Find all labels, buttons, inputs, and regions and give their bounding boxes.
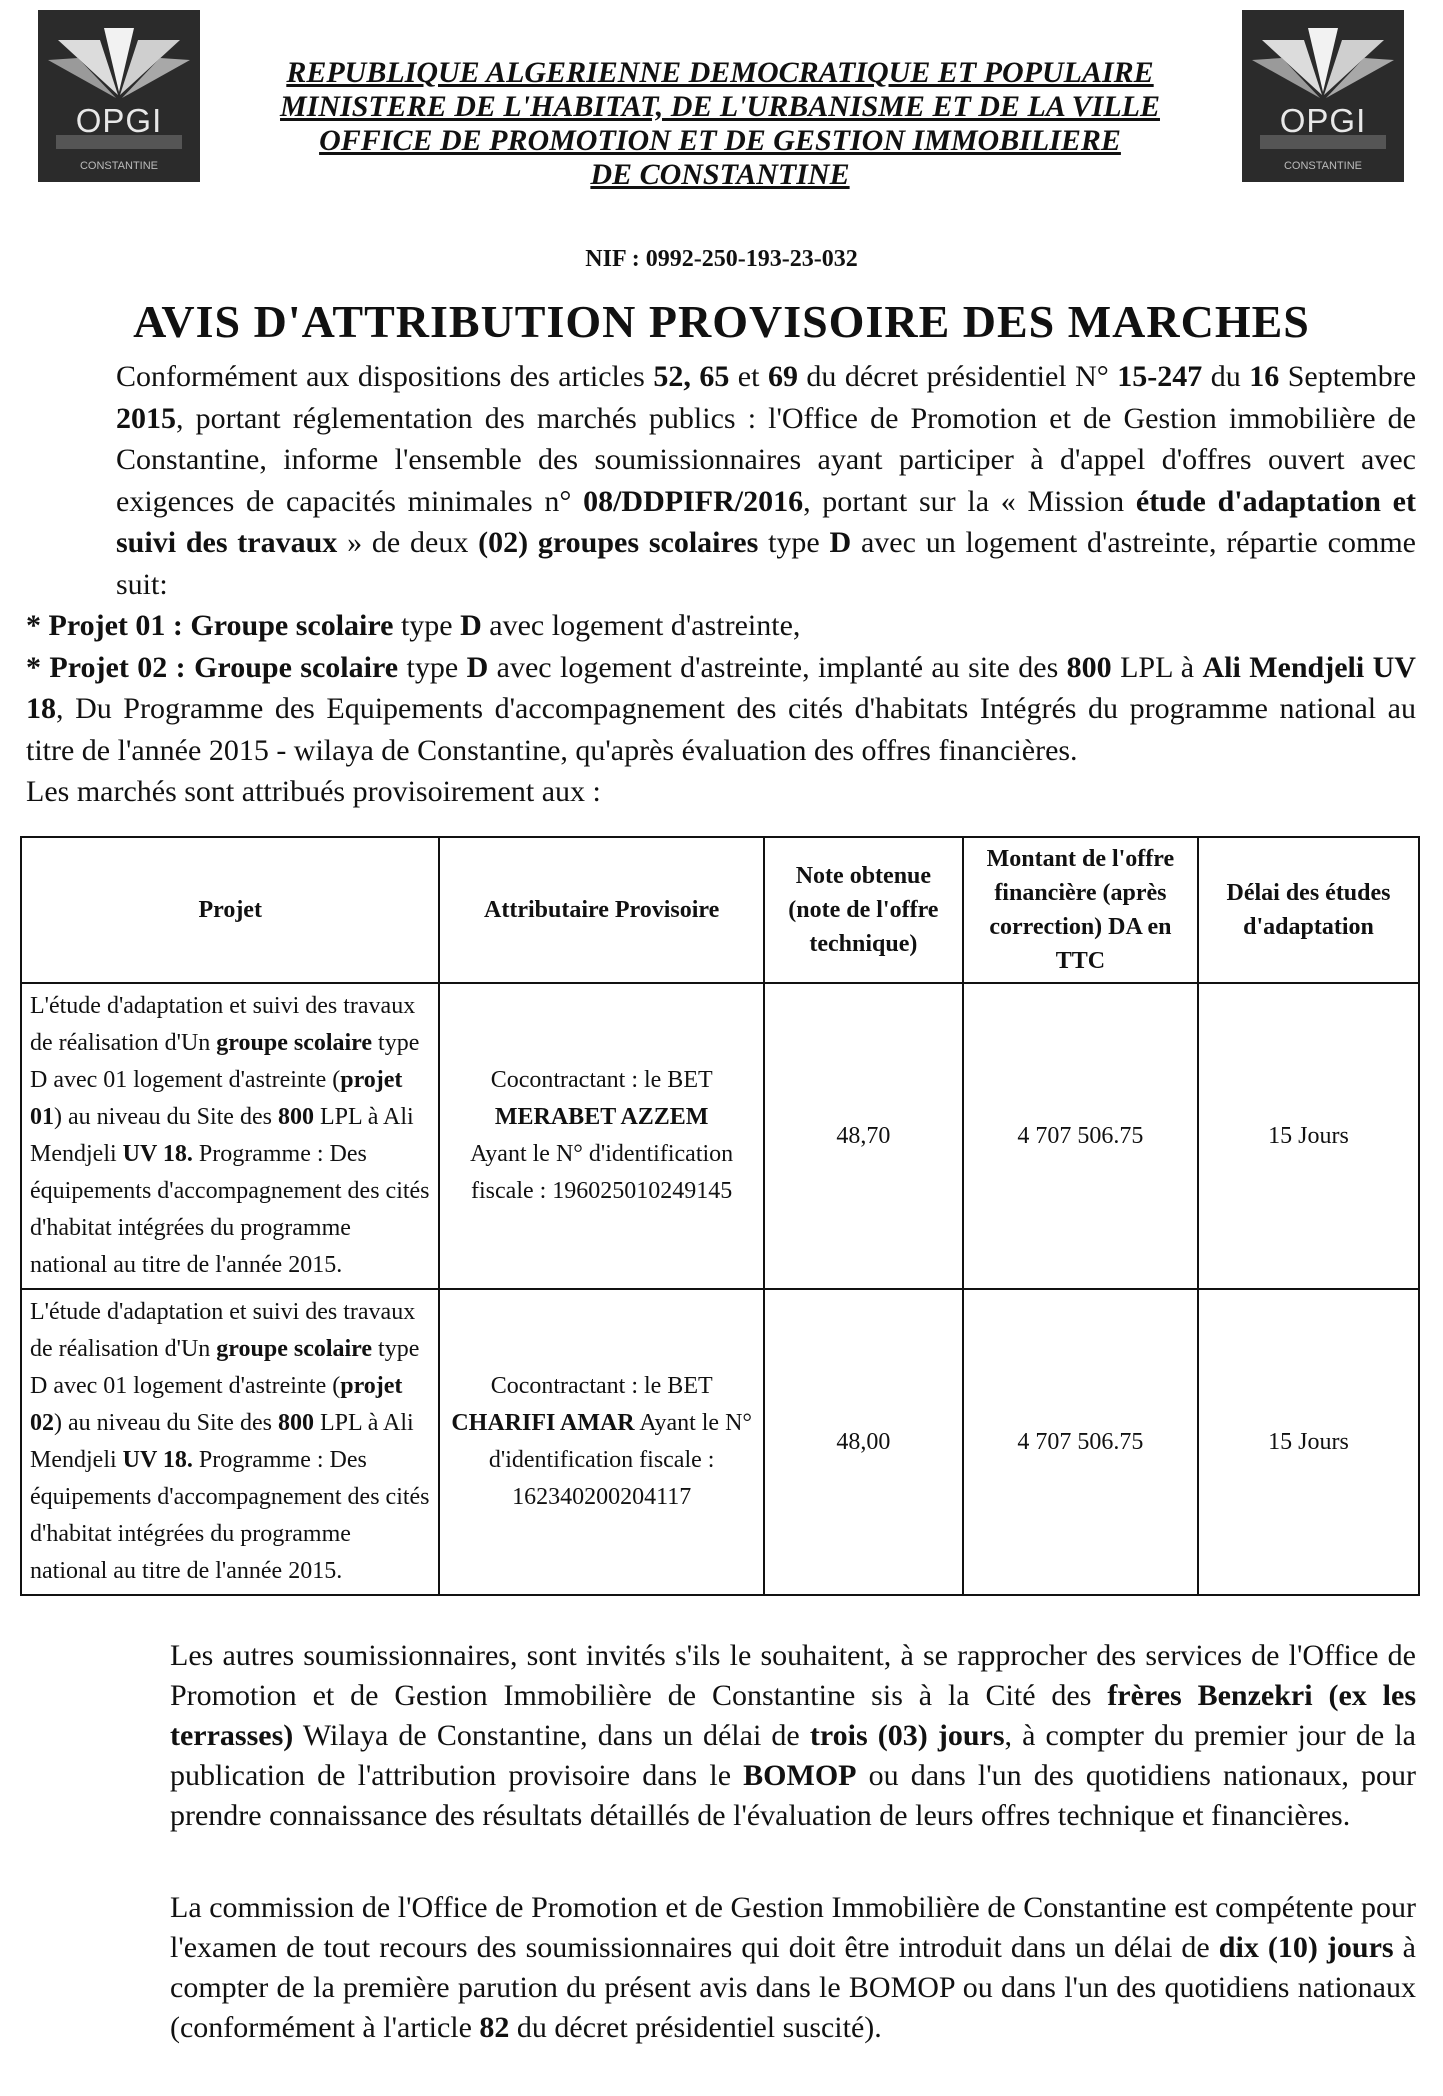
letterhead — [260, 56, 1180, 192]
results-table — [20, 836, 1420, 1596]
header-note: Note obtenue (note de l'offre technique) — [764, 837, 963, 983]
cell-note: 48,70 — [764, 983, 963, 1289]
cell-attributaire: Cocontractant : le BET CHARIFI AMAR Ayant le N° d'identification fiscale : 162340200204117 — [439, 1289, 764, 1595]
cell-attributaire: Cocontractant : le BET MERABET AZZEM Ayant le N° d'identification fiscale : 196025010249145 — [439, 983, 764, 1289]
cell-montant: 4 707 506.75 — [963, 983, 1198, 1289]
footer-paragraph-contact: Les autres soumissionnaires, sont invités s'ils le souhaitent, à se rapprocher des services de l'Office de Promotion et de Gestion Immobilière de Constantine sis à la Cité des frères Benzekri (ex les terrasses) Wilaya de Constantine, dans un délai de trois (03) jours, à compter du premier jour de la publication de l'attribution provisoire dans le BOMOP ou dans l'un des quotidiens nationaux, pour prendre connaissance des résultats détaillés de l'évaluation de leurs offres technique et financières. — [170, 1639, 1416, 1832]
table-header-row — [21, 837, 1419, 983]
logo-subtext: CONSTANTINE — [79, 160, 159, 172]
cell-projet: L'étude d'adaptation et suivi des travaux de réalisation d'Un groupe scolaire type D avec 01 logement d'astreinte (projet 01) au niveau du Site des 800 LPL à Ali Mendjeli UV 18. Programme : Des équipements d'accompagnement des cités d'habitat intégrées du programme national au titre de l'année 2015. — [21, 983, 439, 1289]
header-projet: Projet — [21, 837, 439, 983]
table-row — [21, 1289, 1419, 1595]
intro-section — [26, 356, 1416, 813]
logo-text: OPGI — [75, 102, 163, 139]
logo-subtext: CONSTANTINE — [1283, 160, 1363, 172]
header-line-ministry: MINISTERE DE L'HABITAT, DE L'URBANISME ET DE LA VILLE — [280, 90, 1160, 123]
footer-section — [26, 1636, 1416, 2048]
cell-montant: 4 707 506.75 — [963, 1289, 1198, 1595]
document-title: AVIS D'ATTRIBUTION PROVISOIRE DES MARCHES — [133, 296, 1310, 347]
opgi-logo-left — [38, 10, 200, 182]
header-line-city: DE CONSTANTINE — [590, 158, 850, 191]
header-delai: Délai des études d'adaptation — [1198, 837, 1419, 983]
intro-paragraph: Conformément aux dispositions des articles 52, 65 et 69 du décret présidentiel N° 15-247 du 16 Septembre 2015, portant réglementation des marchés publics : l'Office de Promotion et de Gestion immobilière de Constantine, informe l'ensemble des soumissionnaires ayant participer à d'appel d'offres ouvert avec exigences de capacités minimales n° 08/DDPIFR/2016, portant sur la « Mission étude d'adaptation et suivi des travaux » de deux (02) groupes scolaires type D avec un logement d'astreinte, répartie comme suit: — [116, 360, 1417, 601]
cell-delai: 15 Jours — [1198, 983, 1419, 1289]
header-montant: Montant de l'offre financière (après correction) DA en TTC — [963, 837, 1198, 983]
table-row — [21, 983, 1419, 1289]
nif-number: NIF : 0992-250-193-23-032 — [585, 246, 858, 272]
cell-projet: L'étude d'adaptation et suivi des travaux de réalisation d'Un groupe scolaire type D avec 01 logement d'astreinte (projet 02) au niveau du Site des 800 LPL à Ali Mendjeli UV 18. Programme : Des équipements d'accompagnement des cités d'habitat intégrées du programme national au titre de l'année 2015. — [21, 1289, 439, 1595]
opgi-logo-right — [1242, 10, 1404, 182]
cell-note: 48,00 — [764, 1289, 963, 1595]
logo-text: OPGI — [1279, 102, 1367, 139]
header-line-republic: REPUBLIQUE ALGERIENNE DEMOCRATIQUE ET POPULAIRE — [286, 56, 1154, 89]
cell-delai: 15 Jours — [1198, 1289, 1419, 1595]
header-line-office: OFFICE DE PROMOTION ET DE GESTION IMMOBILIERE — [319, 124, 1121, 157]
footer-paragraph-recours: La commission de l'Office de Promotion et de Gestion Immobilière de Constantine est compétente pour l'examen de tout recours des soumissionnaires qui doit être introduit dans un délai de dix (10) jours à compter de la première parution du présent avis dans le BOMOP ou dans l'un des quotidiens nationaux (conformément à l'article 82 du décret présidentiel suscité). — [170, 1891, 1416, 2044]
project-02-line: * Projet 02 : Groupe scolaire type D avec logement d'astreinte, implanté au site des 800 LPL à Ali Mendjeli UV 18, Du Programme des Equipements d'accompagnement des cités d'habitats Intégrés du programme national au titre de l'année 2015 - wilaya de Constantine, qu'après évaluation des offres financières. — [26, 650, 1416, 767]
header-attributaire: Attributaire Provisoire — [439, 837, 764, 983]
attribution-intro: Les marchés sont attribués provisoirement aux : — [26, 775, 601, 808]
project-01-line: * Projet 01 : Groupe scolaire type D avec logement d'astreinte, — [26, 609, 801, 642]
